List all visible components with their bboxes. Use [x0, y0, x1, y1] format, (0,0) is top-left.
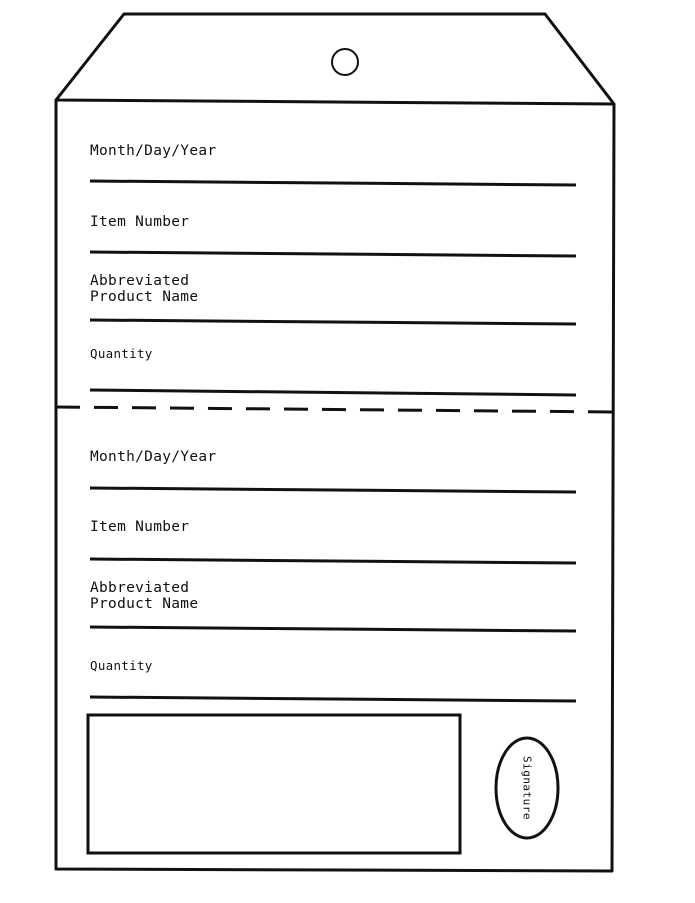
date-label-bottom: Month/Day/Year [90, 449, 217, 465]
tag-top-flap [56, 14, 614, 104]
field-line-item-bottom [90, 559, 576, 563]
field-line-product-bottom [90, 627, 576, 631]
perforation-line [56, 407, 614, 412]
signature-label: Signature [520, 755, 534, 821]
field-line-product-top [90, 320, 576, 324]
product-name-label-bottom-line2: Product Name [90, 596, 199, 612]
product-name-label-bottom-line1: Abbreviated [90, 580, 190, 596]
field-line-date-bottom [90, 488, 576, 492]
item-number-label-bottom: Item Number [90, 519, 190, 535]
date-label-top: Month/Day/Year [90, 143, 217, 159]
field-line-quantity-top [90, 390, 576, 395]
field-line-quantity-bottom [90, 697, 576, 701]
item-number-label-top: Item Number [90, 214, 190, 230]
field-line-item-top [90, 252, 576, 256]
tag-hole [332, 49, 358, 75]
product-name-label-top-line2: Product Name [90, 289, 199, 305]
quantity-label-bottom: Quantity [90, 658, 153, 673]
product-name-label-top-line1: Abbreviated [90, 273, 190, 289]
field-line-date-top [90, 181, 576, 185]
stamp-box [88, 715, 460, 853]
quantity-label-top: Quantity [90, 346, 153, 361]
